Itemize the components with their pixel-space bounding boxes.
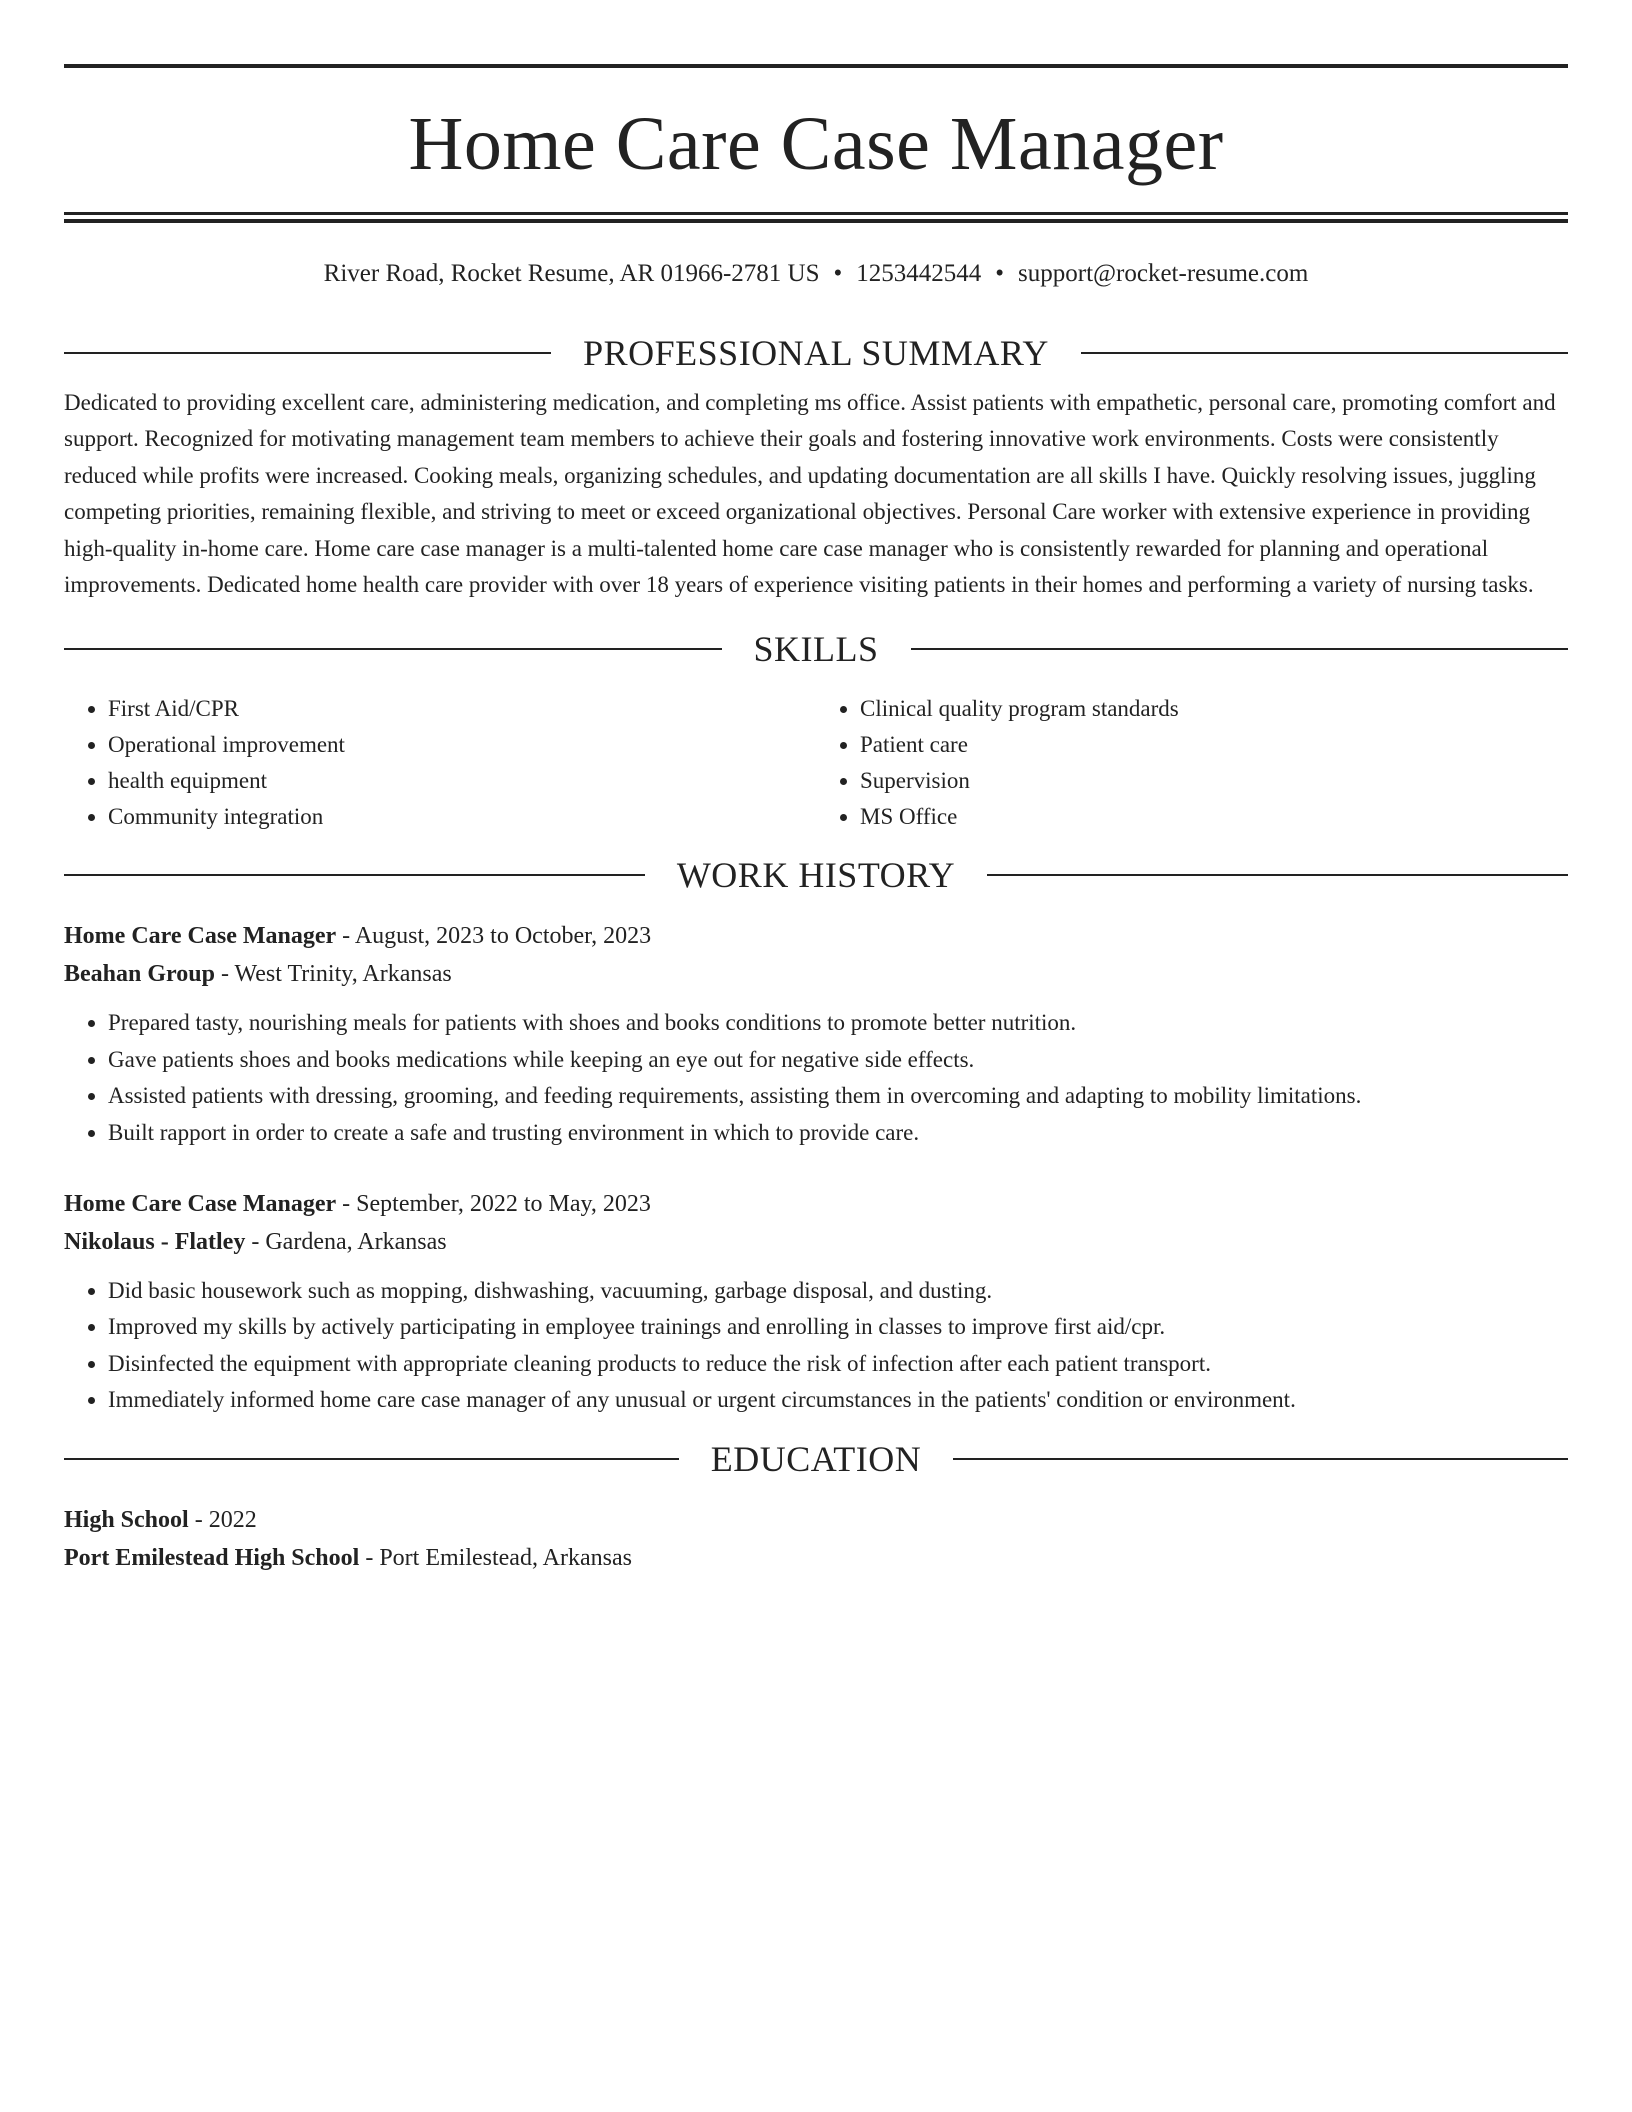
skill-item: • First Aid/CPR bbox=[108, 691, 816, 727]
summary-heading-title: PROFESSIONAL SUMMARY bbox=[583, 333, 1049, 373]
job-bullet: • Built rapport in order to create a safe and trusting environment in which to provide care. bbox=[108, 1115, 1568, 1151]
job-bullet: • Immediately informed home care case manager of any unusual or urgent circumstances in the patients' condition or environment. bbox=[108, 1382, 1568, 1418]
skills-heading bbox=[64, 629, 1568, 669]
education-school: Port Emilestead High School bbox=[64, 1544, 360, 1571]
job-bullet: • Disinfected the equipment with appropriate cleaning products to reduce the risk of infection after each patient transport. bbox=[108, 1346, 1568, 1382]
job-entry bbox=[64, 917, 1568, 1151]
job-bullet: • Gave patients shoes and books medications while keeping an eye out for negative side effects. bbox=[108, 1042, 1568, 1078]
job-title-line bbox=[64, 917, 1568, 955]
job-title: Home Care Case Manager bbox=[64, 1191, 337, 1218]
skill-item: • Operational improvement bbox=[108, 727, 816, 763]
work-heading-title: WORK HISTORY bbox=[676, 855, 956, 896]
job-bullet: • Improved my skills by actively participating in employee trainings and enrolling in classes to improve first aid/cpr. bbox=[108, 1309, 1568, 1345]
education-entry bbox=[64, 1501, 1568, 1577]
heading-rule-right bbox=[987, 874, 1568, 876]
job-bullet: • Prepared tasty, nourishing meals for patients with shoes and books conditions to promote better nutrition. bbox=[108, 1005, 1568, 1041]
heading-rule-right bbox=[953, 1458, 1568, 1460]
contact-separator: • bbox=[833, 260, 843, 287]
job-bullets bbox=[64, 1005, 1568, 1151]
skills-heading-title: SKILLS bbox=[753, 629, 879, 670]
job-location: - West Trinity, Arkansas bbox=[214, 961, 452, 988]
skills-column-left bbox=[64, 691, 816, 835]
heading-rule-left bbox=[64, 648, 722, 650]
job-employer: Nikolaus - Flatley bbox=[64, 1229, 246, 1256]
job-title: Home Care Case Manager bbox=[64, 923, 337, 950]
skills-column-right bbox=[816, 691, 1568, 835]
skill-item: • Patient care bbox=[860, 727, 1568, 763]
education-degree: High School bbox=[64, 1506, 189, 1533]
summary-text: Dedicated to providing excellent care, administering medication, and completing ms office. Assist patients with empathetic, personal care, promoting comfort and support. Recognized for motivating management team members to achieve their goals and fostering innovative work environments. Costs were consistently reduced while profits were increased. Cooking meals, organizing schedules, and updating documentation are all skills I have. Quickly resolving issues, juggling competing priorities, remaining flexible, and striving to meet or exceed organizational objectives. Personal Care worker with extensive experience in providing high-quality in-home care. Home care case manager is a multi-talented home care case manager who is consistently rewarded for planning and operational improvements. Dedicated home health care provider with over 18 years of experience visiting patients in their homes and performing a variety of nursing tasks. bbox=[64, 390, 1556, 598]
job-dates: - September, 2022 to May, 2023 bbox=[336, 1191, 651, 1218]
double-rule bbox=[64, 212, 1568, 223]
skills-list bbox=[64, 691, 1568, 835]
skill-item: • Clinical quality program standards bbox=[860, 691, 1568, 727]
heading-rule-right bbox=[911, 648, 1569, 650]
work-heading bbox=[64, 855, 1568, 895]
heading-rule-right bbox=[1081, 352, 1568, 354]
job-bullet: • Did basic housework such as mopping, dishwashing, vacuuming, garbage disposal, and dusting. bbox=[108, 1273, 1568, 1309]
top-rule bbox=[64, 64, 1568, 68]
job-employer-line bbox=[64, 1223, 1568, 1261]
job-dates: - August, 2023 to October, 2023 bbox=[336, 923, 652, 950]
summary-heading bbox=[64, 333, 1568, 373]
education-heading-title: EDUCATION bbox=[710, 1438, 922, 1479]
heading-rule-left bbox=[64, 1458, 679, 1460]
heading-rule-left bbox=[64, 874, 645, 876]
contact-line bbox=[64, 259, 1568, 289]
skill-item: • health equipment bbox=[108, 763, 816, 799]
job-location: - Gardena, Arkansas bbox=[245, 1229, 447, 1256]
skill-item: • Supervision bbox=[860, 763, 1568, 799]
job-employer: Beahan Group bbox=[64, 961, 215, 988]
contact-email: support@rocket-resume.com bbox=[1018, 260, 1309, 287]
contact-address: River Road, Rocket Resume, AR 01966-2781 US bbox=[323, 260, 820, 287]
education-year: - 2022 bbox=[188, 1506, 257, 1533]
skill-item: • MS Office bbox=[860, 799, 1568, 835]
heading-rule-left bbox=[64, 352, 551, 354]
job-employer-line bbox=[64, 955, 1568, 993]
education-heading bbox=[64, 1439, 1568, 1479]
job-entry bbox=[64, 1185, 1568, 1419]
candidate-name: Home Care Case Manager bbox=[408, 102, 1224, 186]
job-bullet: • Assisted patients with dressing, grooming, and feeding requirements, assisting them in overcoming and adapting to mobility limitations. bbox=[108, 1078, 1568, 1114]
education-degree-line bbox=[64, 1501, 1568, 1539]
job-bullets bbox=[64, 1273, 1568, 1419]
job-title-line bbox=[64, 1185, 1568, 1223]
education-location: - Port Emilestead, Arkansas bbox=[359, 1544, 632, 1571]
contact-separator: • bbox=[995, 260, 1005, 287]
education-school-line bbox=[64, 1539, 1568, 1577]
contact-phone: 1253442544 bbox=[856, 260, 982, 287]
skill-item: • Community integration bbox=[108, 799, 816, 835]
